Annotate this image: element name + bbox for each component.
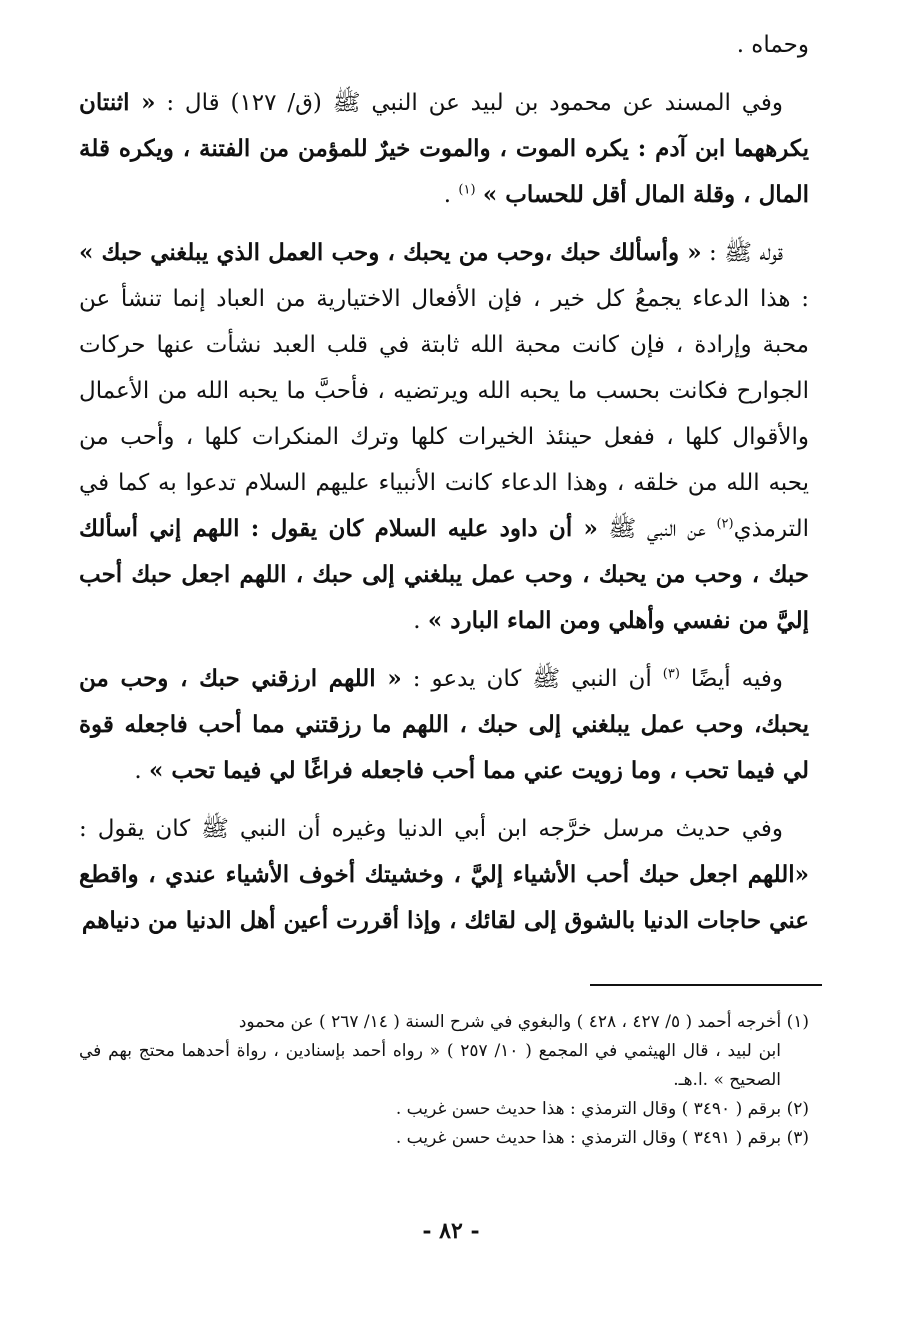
commentary-text: عن النبي ﷺ bbox=[608, 516, 706, 542]
footnote-item bbox=[79, 1008, 809, 1037]
footnote-number: (١) bbox=[786, 1012, 809, 1032]
footnote-text: أخرجه أحمد ( ٥/ ٤٢٧ ، ٤٢٨ ) والبغوي في شرح السنة ( ١٤/ ٢٦٧ ) عن محمود bbox=[238, 1012, 782, 1032]
commentary-text: وفي حديث مرسل خرَّجه ابن أبي الدنيا وغيره أن النبي ﷺ كان يقول : bbox=[79, 816, 783, 842]
page-number: - ٨٢ - bbox=[422, 1218, 480, 1244]
footnote-ref[interactable]: (١) bbox=[458, 182, 476, 198]
footnote-text: برقم ( ٣٤٩٠ ) وقال الترمذي : هذا حديث حسن غريب . bbox=[395, 1099, 782, 1119]
footnote-text: ابن لبيد ، قال الهيثمي في المجمع ( ١٠/ ٢٥٧ ) « رواه أحمد بإسنادين ، رواة أحدهما محتج بهم في الصحيح » .ا.هـ. bbox=[79, 1041, 781, 1090]
main-text bbox=[79, 22, 809, 944]
continuation-line bbox=[79, 22, 809, 68]
footnote-number: (٣) bbox=[786, 1128, 809, 1148]
line-text: وحماه . bbox=[736, 32, 809, 58]
footnote-continuation bbox=[79, 1037, 809, 1095]
footnote-item bbox=[79, 1095, 809, 1124]
footnote-text: برقم ( ٣٤٩١ ) وقال الترمذي : هذا حديث حسن غريب . bbox=[395, 1128, 782, 1148]
footnotes bbox=[79, 1008, 809, 1153]
hadith-quote: « وأسألك حبك ،وحب من يحبك ، وحب العمل الذي يبلغني حبك » bbox=[79, 239, 702, 266]
hadith-quote: «اللهم اجعل حبك أحب الأشياء إليَّ ، وخشيتك أخوف الأشياء عندي ، واقطع عني حاجات الدنيا بالشوق إلى لقائك ، وإذا أقررت أعين أهل الدنيا من دنياهم bbox=[79, 861, 809, 934]
hadith-quote: « اللهم ارزقني حبك ، وحب من يحبك، وحب عمل يبلغني إلى حبك ، اللهم ما رزقتني مما أحب فاجعله قوة لي فيما تحب ، وما زويت عني مما أحب فاجعله فراغًا لي فيما تحب » bbox=[79, 665, 809, 784]
paragraph-intro: وفي المسند عن محمود بن لبيد عن النبي ﷺ (ق/ ١٢٧) قال : bbox=[166, 90, 784, 116]
commentary-text: أن النبي ﷺ كان يدعو : bbox=[412, 666, 652, 692]
footnote-ref[interactable]: (٣) bbox=[662, 666, 680, 682]
paragraph-musnad: وفي المسند عن محمود بن لبيد عن النبي ﷺ (ق/ ١٢٧) قال : « اثنتان يكرههما ابن آدم : يكره الموت ، والموت خيرٌ للمؤمن من الفتنة ، ويكره قلة المال ، وقلة المال أقل للحساب » $^{(١)}$ . bbox=[79, 89, 809, 208]
footnote-divider bbox=[590, 984, 822, 986]
hadith-quote: « أن داود عليه السلام كان يقول : اللهم إني أسألك حبك ، وحب من يحبك ، وحب عمل يبلغني إلى حبك ، اللهم اجعل حبك أحب إليَّ من نفسي وأهلي ومن الماء البارد » bbox=[79, 515, 809, 634]
paragraph-intro: قوله ﷺ : bbox=[709, 240, 784, 266]
paragraph-also: وفيه أيضًا $^{(٣)}$ أن النبي ﷺ كان يدعو : « اللهم ارزقني حبك ، وحب من يحبك، وحب عمل يبلغني إلى حبك ، اللهم ما رزقتني مما أحب فاجعله قوة لي فيما تحب ، وما زويت عني مما أحب فاجعله فراغًا لي فيما تحب » . bbox=[79, 665, 809, 784]
footnote-number: (٢) bbox=[786, 1099, 809, 1119]
paragraph-intro: وفيه أيضًا bbox=[690, 666, 784, 692]
footnote-ref[interactable]: (٢) bbox=[716, 516, 734, 532]
footnote-item bbox=[79, 1124, 809, 1153]
commentary-text: : هذا الدعاء يجمعُ كل خير ، فإن الأفعال الاختيارية من العباد إنما تنشأ عن محبة وإرادة ، فإن كانت محبة الله ثابتة في قلب العبد نشأت عنها حركات الجوارح فكانت بحسب ما يحبه الله ويرتضيه ، فأحبَّ ما يحبه الله من الأعمال والأقوال كلها ، ففعل حينئذ الخيرات كلها وترك المنكرات كلها ، وأحب من يحبه الله من خلقه ، وهذا الدعاء كانت الأنبياء عليهم السلام تدعوا به كما في الترمذي bbox=[79, 286, 810, 542]
paragraph-commentary: قوله ﷺ : « وأسألك حبك ،وحب من يحبك ، وحب العمل الذي يبلغني حبك » : هذا الدعاء يجمعُ كل خير ، فإن الأفعال الاختيارية من العباد إنما تنشأ عن محبة وإرادة ، فإن كانت محبة الله ثابتة في قلب العبد نشأت عنها حركات الجوارح فكانت بحسب ما يحبه الله ويرتضيه ، فأحبَّ ما يحبه الله من الأعمال والأقوال كلها ، ففعل حينئذ الخيرات كلها وترك المنكرات كلها ، وأحب من يحبه الله من خلقه ، وهذا الدعاء كانت الأنبياء عليهم السلام تدعوا به كما في الترمذي$^{(٢)}$ عن النبي ﷺ « أن داود عليه السلام كان يقول : اللهم إني أسألك حبك ، وحب من يحبك ، وحب عمل يبلغني إلى حبك ، اللهم اجعل حبك أحب إليَّ من نفسي وأهلي ومن الماء البارد » . bbox=[79, 239, 810, 634]
paragraph-mursal bbox=[79, 806, 809, 944]
hadith-quote: « اثنتان يكرههما ابن آدم : يكره الموت ، والموت خيرٌ للمؤمن من الفتنة ، ويكره قلة المال ، وقلة المال أقل للحساب » bbox=[79, 89, 809, 208]
